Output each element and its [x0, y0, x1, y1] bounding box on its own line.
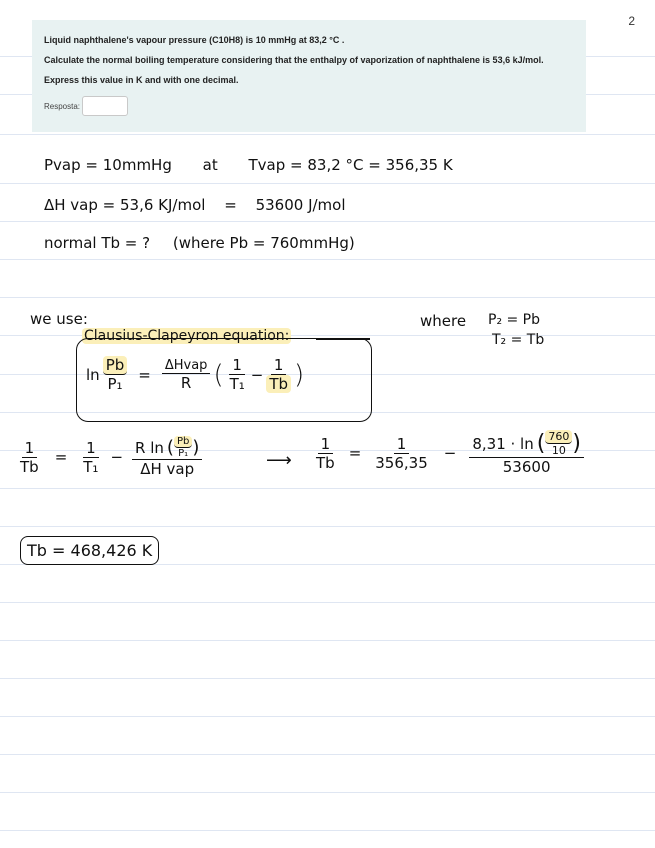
ruled-line	[0, 678, 655, 679]
enthalpy-over-r	[162, 358, 211, 392]
answer-label: Resposta:	[44, 101, 81, 111]
left-paren: (	[213, 359, 224, 390]
one-over-t1	[80, 439, 101, 476]
pressure-ratio	[103, 356, 128, 393]
rln-text: R ln	[135, 438, 164, 457]
where-t2-text: T₂ = Tb	[492, 332, 545, 348]
question-card	[32, 20, 586, 132]
minus-text: −	[250, 365, 264, 384]
right-paren: )	[192, 437, 200, 458]
760-over-10	[545, 430, 572, 457]
rln-over-dh	[132, 436, 202, 478]
answer-input[interactable]	[82, 96, 128, 116]
right-paren: )	[294, 359, 305, 390]
equation-title-highlight: Clausius-Clapeyron equation:	[84, 328, 290, 344]
ruled-line	[0, 259, 655, 260]
dhvap-text: ΔH vap = 53,6 KJ/mol	[44, 196, 206, 214]
pressure-760-text: 760	[545, 430, 572, 444]
ruled-line	[0, 830, 655, 831]
substituted-numerator	[469, 430, 584, 458]
result-text: Tb = 468,426 K	[27, 541, 153, 560]
pressure-10-text: 10	[551, 444, 566, 457]
one-text: 1	[83, 439, 99, 458]
t1-value-text: 356,35	[375, 453, 428, 472]
ruled-line	[0, 134, 655, 135]
pvap-text: Pvap = 10mmHg	[44, 156, 172, 174]
note-line-2	[44, 196, 346, 214]
question-line-2: Calculate the normal boiling temperature considering that the enthalpy of vaporization of naphthalene is 53,6 kJ/mol.	[44, 55, 544, 65]
pb-text: Pb	[174, 436, 192, 448]
gas-constant-ln-text: 8,31 · ln	[472, 434, 534, 453]
tb-text: Tb	[266, 375, 291, 393]
one-text: 1	[271, 356, 287, 375]
note-line-3	[44, 234, 355, 252]
arrow-icon: ⟶	[266, 450, 292, 471]
pb-over-p1	[174, 436, 192, 459]
dhvap-joules-text: 53600 J/mol	[255, 196, 346, 214]
question-line-3: Express this value in K and with one decimal.	[44, 75, 239, 85]
ruled-line	[0, 488, 655, 489]
where-p2-text: P₂ = Pb	[488, 312, 541, 328]
one-over-356	[372, 435, 431, 472]
left-paren: (	[166, 437, 174, 458]
where-pb-text: (where Pb = 760mmHg)	[172, 234, 355, 252]
equals-text: =	[54, 448, 68, 466]
ln-text: ln	[86, 365, 100, 384]
at-text: at	[202, 156, 218, 174]
p1-text: P₁	[178, 448, 189, 459]
minus-text: −	[110, 448, 124, 466]
right-paren: )	[572, 431, 581, 456]
substituted-fraction	[469, 430, 584, 476]
equation-equals: =	[138, 365, 151, 384]
ruled-line	[0, 526, 655, 527]
ruled-line	[0, 221, 655, 222]
one-text: 1	[22, 439, 38, 458]
substituted-equation	[310, 430, 587, 476]
normal-tb-text: normal Tb = ?	[44, 234, 151, 252]
rln-numerator	[132, 436, 202, 460]
ruled-line	[0, 792, 655, 793]
answer-row	[44, 96, 128, 116]
one-over-tb	[266, 356, 291, 393]
p1-text: P₁	[107, 375, 123, 393]
tb-text: Tb	[316, 453, 335, 472]
left-paren: (	[536, 431, 546, 456]
one-over-tb	[313, 435, 338, 472]
t1-text: T₁	[229, 375, 245, 393]
dhvap-text: ΔH vap	[140, 460, 195, 478]
one-over-t1	[227, 356, 248, 393]
minus-text: −	[443, 444, 457, 462]
ruled-line	[0, 183, 655, 184]
dhvap-numerator: ΔHvap	[162, 358, 211, 374]
one-text: 1	[394, 435, 410, 454]
result-box	[20, 536, 159, 565]
ruled-line	[0, 297, 655, 298]
one-over-tb-lhs	[17, 439, 42, 476]
rearranged-equation	[14, 436, 205, 478]
note-line-1	[44, 156, 453, 174]
one-text: 1	[229, 356, 245, 375]
r-text: R	[180, 373, 192, 392]
ruled-line	[0, 716, 655, 717]
equals-text: =	[348, 444, 362, 462]
question-line-1: Liquid naphthalene's vapour pressure (C10H8) is 10 mmHg at 83,2 °C .	[44, 35, 345, 45]
equals-text: =	[224, 196, 237, 214]
we-use-text: we use:	[30, 310, 88, 328]
t1-text: T₁	[83, 457, 99, 476]
tvap-text: Tvap = 83,2 °C = 356,35 K	[248, 156, 453, 174]
ruled-line	[0, 602, 655, 603]
ruled-line	[0, 754, 655, 755]
page-number: 2	[628, 14, 635, 28]
ruled-line	[0, 640, 655, 641]
enthalpy-value-text: 53600	[502, 458, 551, 476]
pb-text: Pb	[103, 356, 128, 375]
tb-text: Tb	[20, 457, 39, 476]
clausius-clapeyron-equation	[86, 356, 304, 393]
one-text: 1	[318, 435, 334, 454]
where-text: where	[420, 312, 467, 330]
